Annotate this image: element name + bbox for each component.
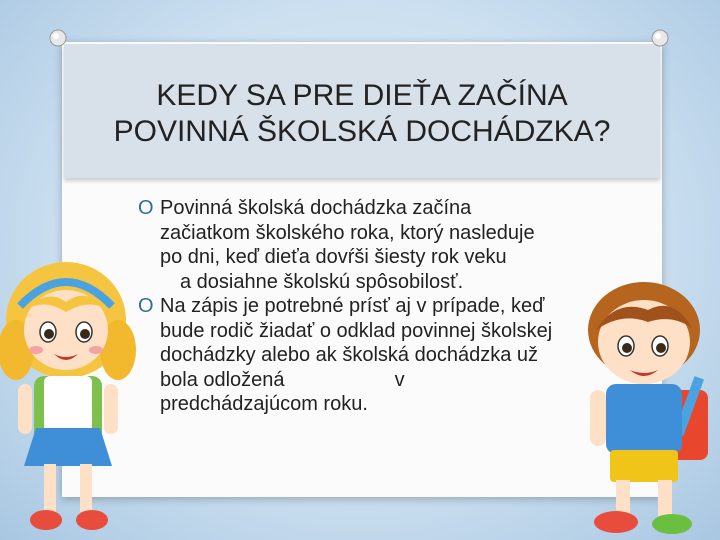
pushpin-icon: [650, 28, 670, 48]
bullet-2-line-5: predchádzajúcom roku.: [160, 393, 368, 415]
bullet-2-line-4b: v: [394, 368, 405, 391]
bullet-2-line-3: dochádzky alebo ak školská dochádzka už: [160, 344, 539, 366]
bullet-2-line-4: [160, 368, 598, 393]
bullet-marker: O: [138, 295, 154, 317]
title-line-2: POVINNÁ ŠKOLSKÁ DOCHÁDZKA?: [113, 115, 611, 148]
bullet-1-line-1: Povinná školská dochádzka začína: [160, 197, 472, 219]
bullet-2-line-4a: bola odložená: [160, 368, 285, 391]
bullet-2-line-2: bude rodič žiadať o odklad povinnej školskej: [160, 319, 553, 342]
slide-content: [138, 196, 598, 417]
bullet-item-2: [138, 294, 598, 417]
bullet-item-1: [138, 196, 598, 294]
slide-title: [64, 78, 660, 150]
pushpin-icon: [48, 28, 68, 48]
bullet-marker: O: [138, 197, 154, 219]
boy-illustration: [556, 280, 720, 540]
girl-illustration: [0, 258, 140, 540]
bullet-2-line-1: Na zápis je potrebné prísť aj v prípade, keď: [160, 295, 545, 317]
title-line-1: KEDY SA PRE DIEŤA ZAČÍNA: [156, 79, 568, 112]
bullet-1-line-3: po dni, keď dieťa dovŕši šiesty rok veku: [160, 246, 507, 268]
bullet-1-line-4: a dosiahne školskú spôsobilosť.: [180, 270, 464, 293]
bullet-1-line-2: začiatkom školského roka, ktorý nasleduje: [160, 221, 535, 244]
